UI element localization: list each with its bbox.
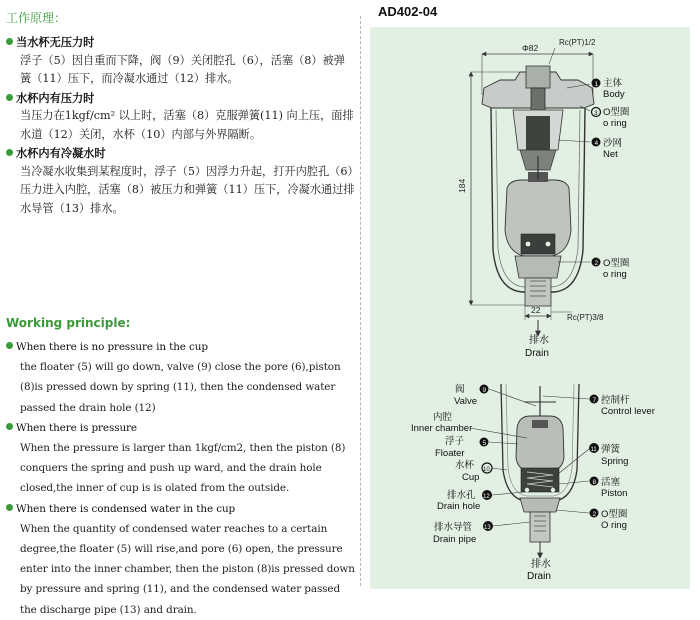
en-section-head: When there is pressure <box>6 418 358 438</box>
piston-en: Piston <box>601 488 628 499</box>
svg-text:12: 12 <box>483 494 490 500</box>
svg-text:2: 2 <box>592 511 597 518</box>
dim-width-label: Φ82 <box>522 43 539 53</box>
callout-body-cn: 主体 <box>603 78 623 89</box>
callout-net-en: Net <box>603 149 618 160</box>
control-lever-en: Control lever <box>601 406 655 417</box>
svg-text:7: 7 <box>592 397 597 404</box>
en-title: Working principle: <box>6 316 131 330</box>
bottom-drain-en: Drain <box>527 571 551 582</box>
en-section-body: the floater (5) will go down, valve (9) close the pore (6),piston (8)is pressed down by spring (11), then the condensed water passed the drain hole (12) <box>20 361 341 414</box>
valve-cn: 阀 <box>455 384 465 395</box>
drain-hole-cn: 排水孔 <box>447 490 476 501</box>
en-section-body: When the pressure is larger than 1kgf/cm2, then the piston (8) conquers the spring and push up ward, and the drain hole closed,the inner of cup is is olated from the outside. <box>20 442 346 495</box>
cn-section-body: 当冷凝水收集到某程度时，浮子（5）因浮力升起，打开内腔孔（6）压力进入内腔，活塞（8）被压力和弹簧（11）压下，冷凝水通过排水导管（13）排水。 <box>20 164 355 215</box>
cn-section-body: 当压力在1kgf/cm² 以上时，活塞（8）克服弹簧(11) 向上压，面排水道（12）关闭，水杯（10）内部与外界隔断。 <box>20 109 354 141</box>
callout-oring-en: o ring <box>603 118 627 129</box>
en-section-head: When there is no pressure in the cup <box>6 337 358 357</box>
dim-height-label: 184 <box>457 178 467 193</box>
callout-oring2-cn: O型圈 <box>603 258 630 269</box>
svg-text:3: 3 <box>594 110 598 117</box>
spring-cn: 弹簧 <box>601 444 621 455</box>
oring-bottom-cn: O型圈 <box>601 509 628 520</box>
port-top-label: Rc(PT)1/2 <box>559 38 596 47</box>
cn-section-head: 水杯内有压力时 <box>6 89 356 108</box>
floater-cn: 浮子 <box>445 436 465 447</box>
svg-text:13: 13 <box>484 525 491 531</box>
svg-text:9: 9 <box>482 387 487 394</box>
callout-body-en: Body <box>603 89 625 100</box>
floater-en: Floater <box>435 448 465 459</box>
en-section-body: When the quantity of condensed water reaches to a certain degree,the floater (5) will rise,and pore (6) open, the pressure enter into the inner chamber, then the piston (8)is pressed down by pressure and spring (11), and the condensed water passed the discharge pipe (13) and drain. <box>20 522 355 616</box>
bottom-drain-cn: 排水 <box>531 559 551 570</box>
drain-pipe-en: Drain pipe <box>433 534 477 545</box>
dim-bottom-label: 22 <box>531 305 541 315</box>
callout-oring-cn: O型圈 <box>603 107 630 118</box>
svg-text:10: 10 <box>483 467 490 473</box>
drain-pipe-cn: 排水导管 <box>434 522 473 533</box>
top-drain-en: Drain <box>525 348 549 359</box>
valve-en: Valve <box>454 396 478 407</box>
svg-text:1: 1 <box>594 81 599 88</box>
inner-chamber-en: Inner chamber <box>411 423 473 434</box>
top-drain-cn: 排水 <box>529 335 549 346</box>
cn-section-head: 当水杯无压力时 <box>6 33 356 52</box>
model-number: AD402-04 <box>378 4 438 19</box>
piston-cn: 活塞 <box>601 477 621 488</box>
cn-section-body: 浮子（5）因自重而下降，阀（9）关闭腔孔（6），活塞（8）被弹簧（11）压下，而冷凝水通过（12）排水。 <box>20 53 345 85</box>
svg-text:5: 5 <box>482 440 487 447</box>
cn-section-head: 水杯内有冷凝水时 <box>6 144 356 163</box>
inner-chamber-cn: 内腔 <box>433 412 453 423</box>
drain-hole-en: Drain hole <box>437 501 481 512</box>
callout-net-cn: 沙网 <box>603 138 623 149</box>
bottom-detail-view <box>411 383 655 582</box>
cup-cn: 水杯 <box>455 460 475 471</box>
svg-text:4: 4 <box>594 140 599 147</box>
svg-text:2: 2 <box>594 260 599 267</box>
top-section-view <box>457 38 629 359</box>
oring-bottom-en: O ring <box>601 520 627 531</box>
port-bottom-label: Rc(PT)3/8 <box>567 313 604 322</box>
svg-text:11: 11 <box>590 447 597 453</box>
en-section-head: When there is condensed water in the cup <box>6 499 358 519</box>
cup-en: Cup <box>462 472 480 483</box>
control-lever-cn: 控制杆 <box>601 395 630 406</box>
cn-title: 工作原理： <box>6 11 67 25</box>
svg-text:8: 8 <box>592 479 597 486</box>
spring-en: Spring <box>601 456 629 467</box>
callout-oring2-en: o ring <box>603 269 627 280</box>
